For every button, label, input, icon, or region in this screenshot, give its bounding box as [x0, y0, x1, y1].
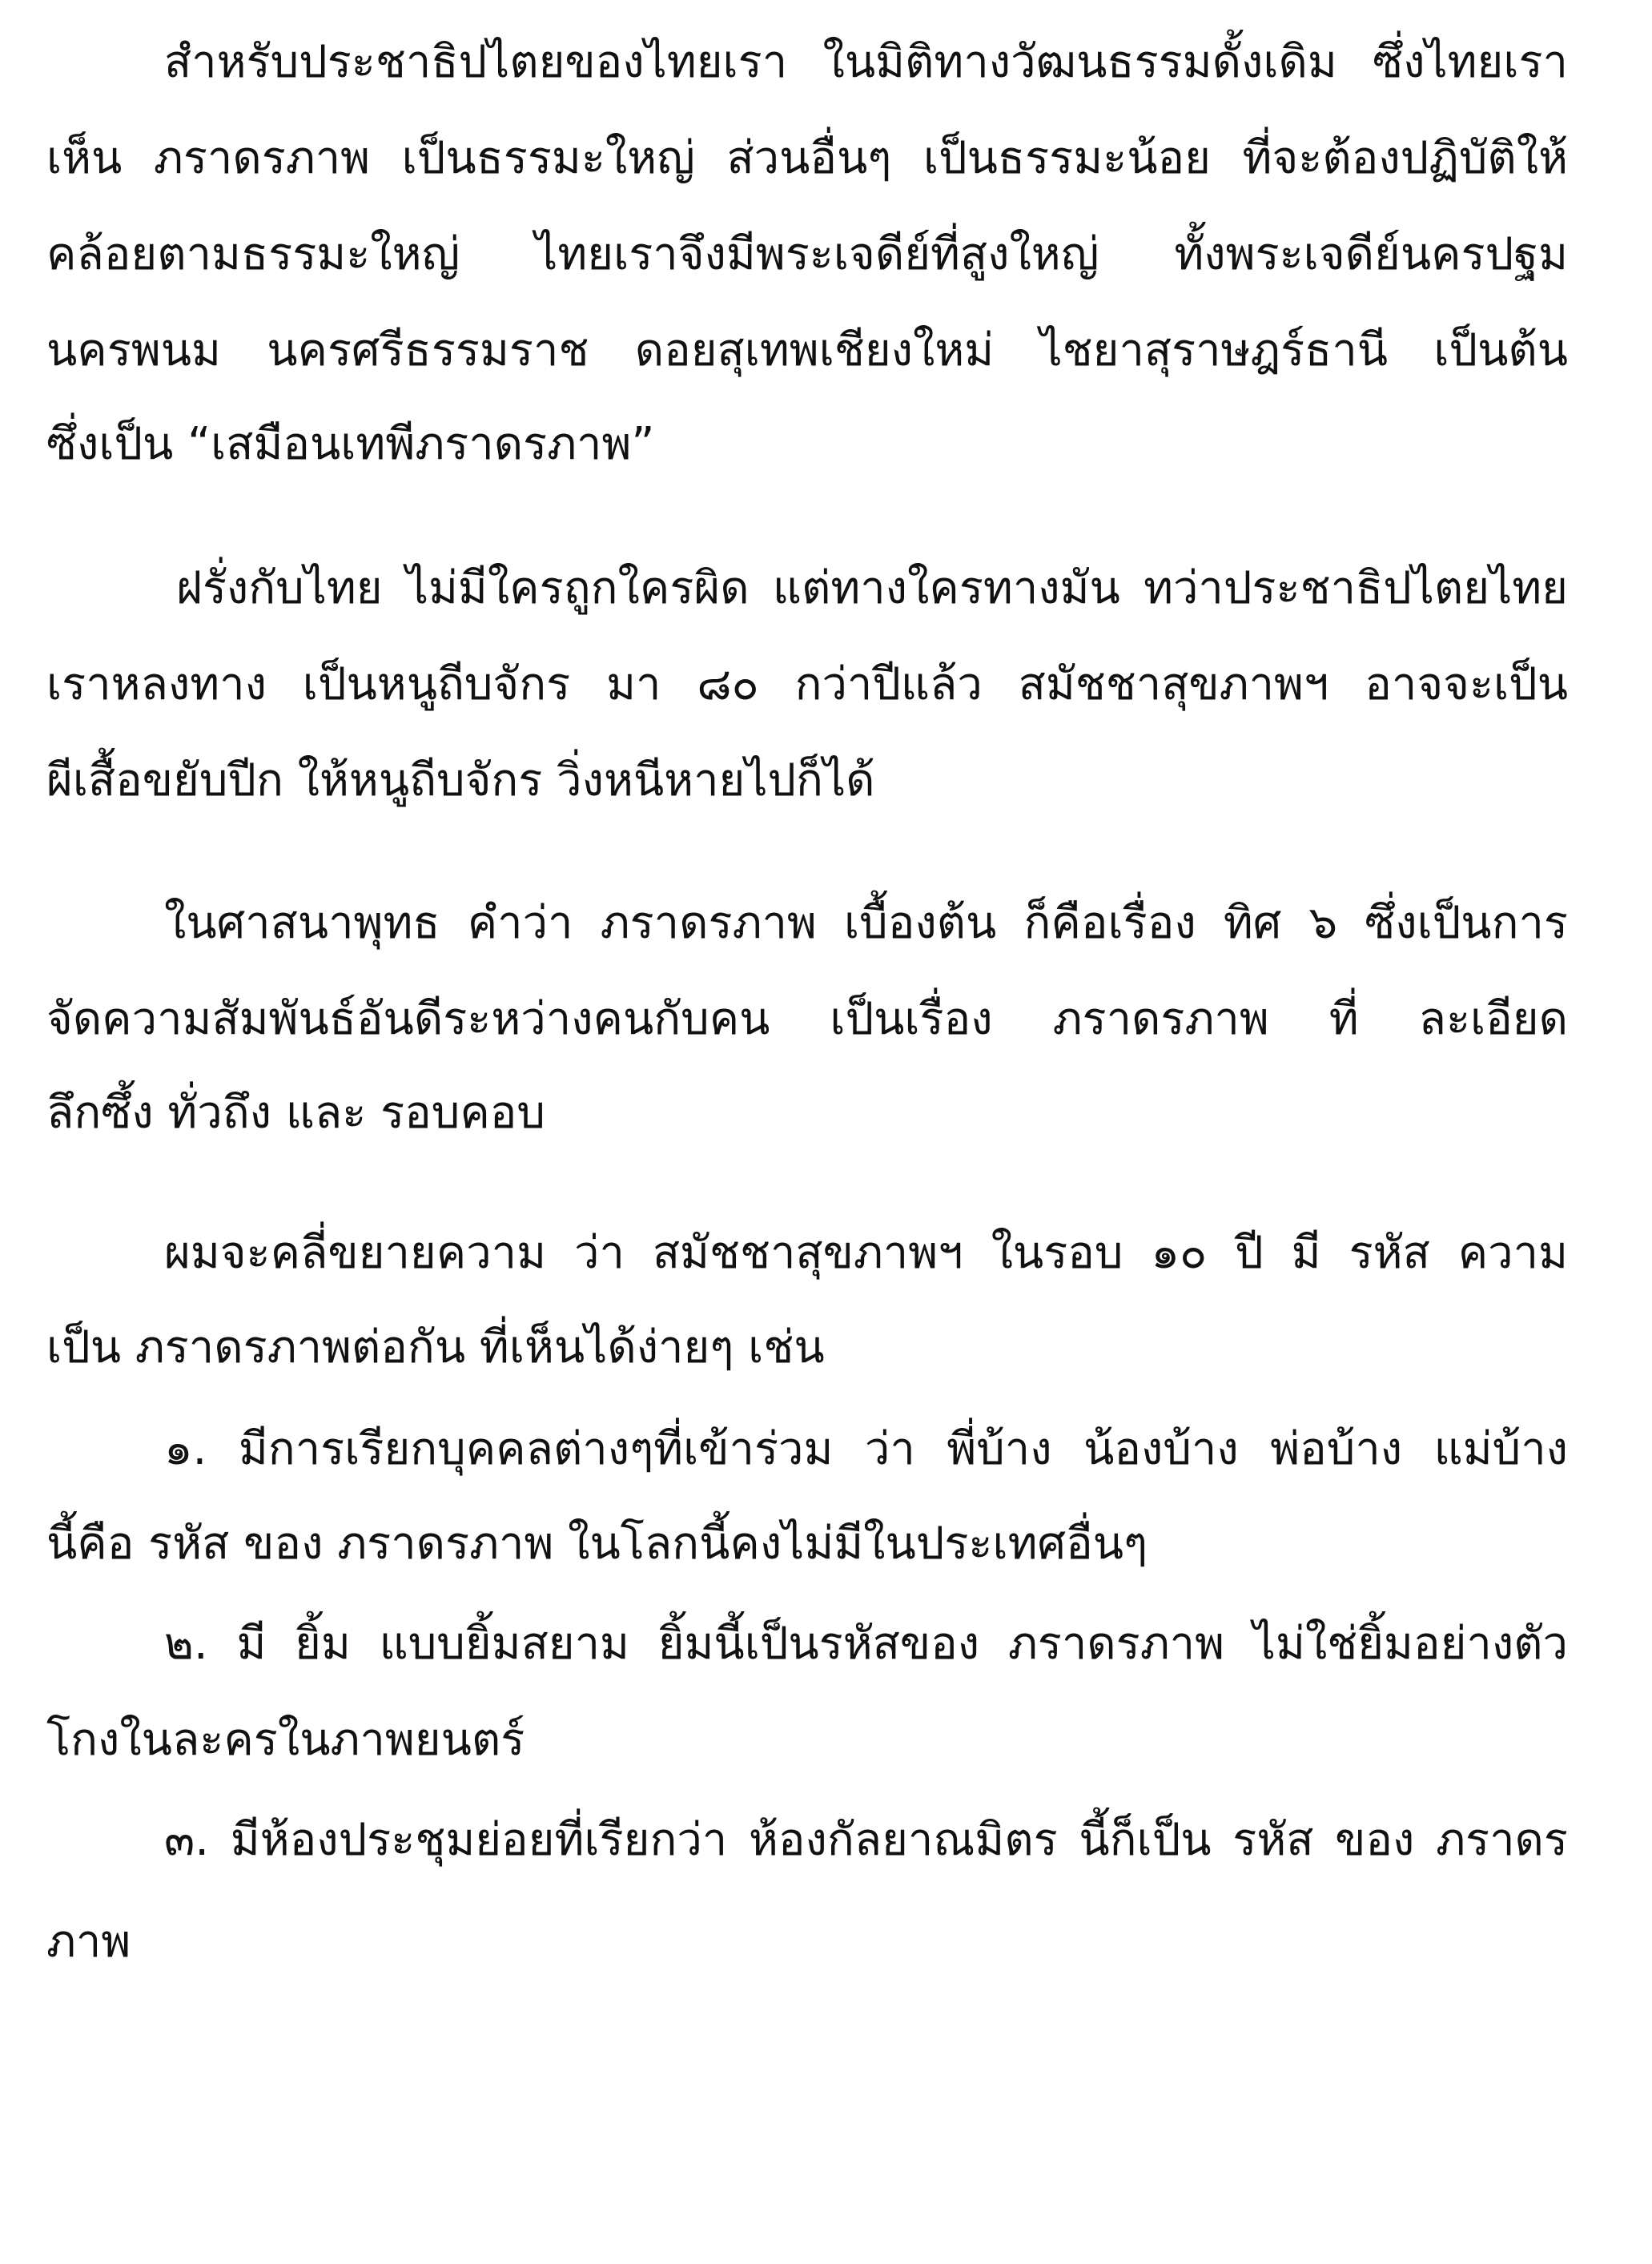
paragraph-3-line-2: จัดความสัมพันธ์อันดีระหว่างคนกับคน เป็นเรื่อง ภราดรภาพ ที่ ละเอียด — [46, 993, 1568, 1045]
list-item-3-line-1: ๓. มีห้องประชุมย่อยที่เรียกว่า ห้องกัลยาณมิตร นี้ก็เป็น รหัส ของ ภราดร — [164, 1814, 1568, 1866]
paragraph-1-line-2: เห็น ภราดรภาพ เป็นธรรมะใหญ่ ส่วนอื่นๆ เป็นธรรมะน้อย ที่จะต้องปฏิบัติให้ — [46, 132, 1568, 184]
paragraph-1-line-1: สำหรับประชาธิปไตยของไทยเรา ในมิติทางวัฒนธรรมดั้งเดิม ซึ่งไทยเรา — [164, 36, 1568, 88]
list-item-3-line-2: ภาพ — [46, 1916, 131, 1968]
paragraph-3-line-1: ในศาสนาพุทธ คำว่า ภราดรภาพ เบื้องต้น ก็คือเรื่อง ทิศ ๖ ซึ่งเป็นการ — [164, 897, 1568, 949]
paragraph-4-line-1: ผมจะคลี่ขยายความ ว่า สมัชชาสุขภาพฯ ในรอบ ๑๐ ปี มี รหัส ความ — [164, 1227, 1568, 1279]
paragraph-1-line-5: ซึ่งเป็น “เสมือนเทพีภราดรภาพ” — [46, 418, 655, 470]
paragraph-4-line-2: เป็น ภราดรภาพต่อกัน ที่เห็นได้ง่ายๆ เช่น — [46, 1321, 825, 1373]
paragraph-2-line-2: เราหลงทาง เป็นหนูถีบจักร มา ๘๐ กว่าปีแล้ว สมัชชาสุขภาพฯ อาจจะเป็น — [46, 658, 1568, 710]
paragraph-1-line-4: นครพนม นครศรีธรรมราช ดอยสุเทพเชียงใหม่ ไชยาสุราษฎร์ธานี เป็นต้น — [46, 324, 1568, 376]
paragraph-2-line-3: ผีเสื้อขยับปีก ให้หนูถีบจักร วิ่งหนีหายไปก็ได้ — [46, 754, 875, 806]
list-item-2-line-2: โกงในละครในภาพยนตร์ — [46, 1714, 525, 1766]
list-item-1-line-1: ๑. มีการเรียกบุคคลต่างๆที่เข้าร่วม ว่า พี่บ้าง น้องบ้าง พ่อบ้าง แม่บ้าง — [164, 1423, 1568, 1475]
paragraph-1-line-3: คล้อยตามธรรมะใหญ่ ไทยเราจึงมีพระเจดีย์ที่สูงใหญ่ ทั้งพระเจดีย์นครปฐม — [46, 228, 1568, 280]
paragraph-3-line-3: ลึกซึ้ง ทั่วถึง และ รอบคอบ — [46, 1087, 545, 1139]
paragraph-2-line-1: ฝรั่งกับไทย ไม่มีใครถูกใครผิด แต่ทางใครทางมัน ทว่าประชาธิปไตยไทย — [176, 562, 1568, 614]
list-item-1-line-2: นี้คือ รหัส ของ ภราดรภาพ ในโลกนี้คงไม่มีในประเทศอื่นๆ — [46, 1518, 1148, 1570]
list-item-2-line-1: ๒. มี ยิ้ม แบบยิ้มสยาม ยิ้มนี้เป็นรหัสของ ภราดรภาพ ไม่ใช่ยิ้มอย่างตัว — [164, 1618, 1568, 1670]
